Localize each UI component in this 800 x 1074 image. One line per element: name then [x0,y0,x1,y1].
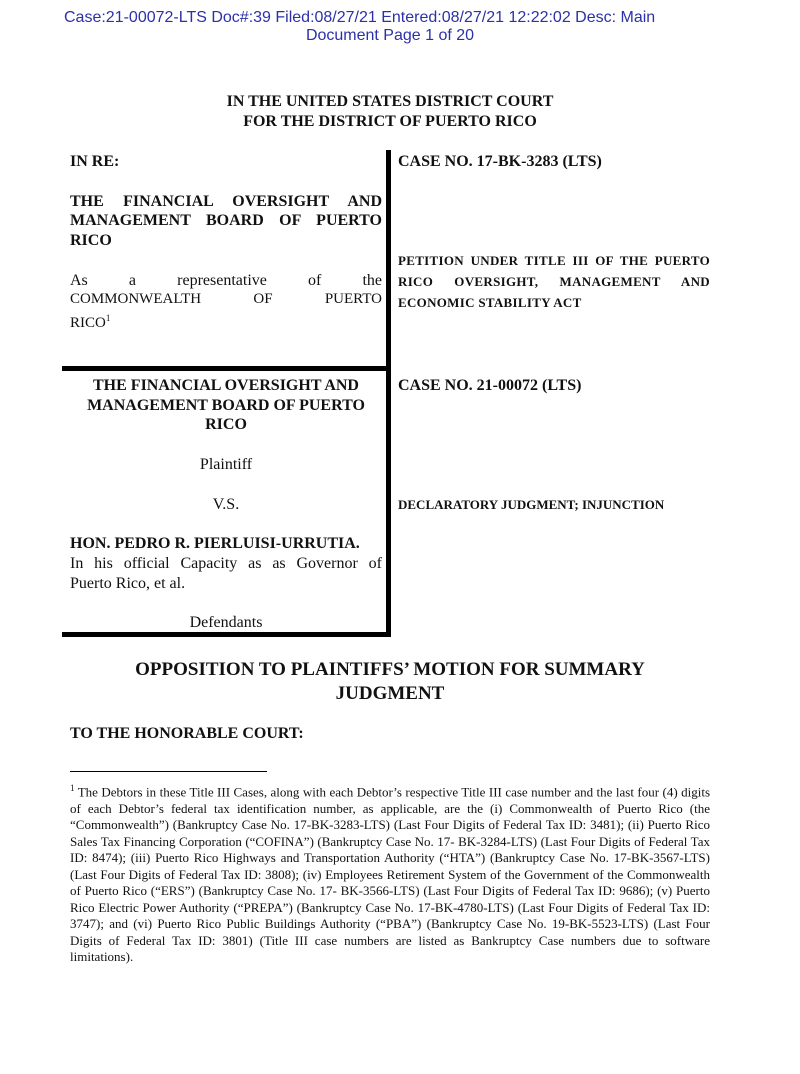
versus-label: V.S. [212,496,240,513]
caption-horizontal-divider [62,366,391,371]
caption1-party-line2: MANAGEMENT BOARD OF PUERTO [70,212,382,229]
court-heading-line1: IN THE UNITED STATES DISTRICT COURT [226,93,554,110]
ecf-header-line1: Case:21-00072-LTS Doc#:39 Filed:08/27/21 Entered:08/27/21 12:22:02 Desc: Main [64,9,656,26]
in-re-label: IN RE: [70,153,120,170]
footnote-separator [70,771,267,772]
caption-bottom-divider [62,632,391,637]
footnote-text: The Debtors in these Title III Cases, along with each Debtor’s respective Title III case number and the last four (4) digits of each Debtor’s federal tax identification number, as applicable, are the (i) Commonwealth of Puerto Rico (the “Commonwealth”) (Bankruptcy Case No. 17-BK-3283-LTS) (Last Four Digits of Federal Tax ID: 3481); (ii) Puerto Rico Sales Tax Financing Corporation (“COFINA”) (Bankruptcy Case No. 17- BK-3284-LTS) (Last Four Digits of Federal Tax ID: 8474); (iii) Puerto Rico Highways and Transportation Authority (“HTA”) (Bankruptcy Case No. 17-BK-3567-LTS) (Last Four Digits of Federal Tax ID: 3808); (iv) Employees Retirement System of the Government of the Commonwealth of Puerto Rico (“ERS”) (Bankruptcy Case No. 17- BK-3566-LTS) (Last Four Digits of Federal Tax ID: 9686); (v) Puerto Rico Electric Power Authority (“PREPA”) (Bankruptcy Case No. 17-BK-4780-LTS) (Last Four Digits of Federal Tax ID: 3747); and (vi) Puerto Rico Public Buildings Authority (“PBA”) (Bankruptcy Case No. 19-BK-5523-LTS) (Last Four Digits of Federal Tax ID: 3801) (Title III case numbers are listed as Bankruptcy Case numbers due to software limitations). [70,784,711,965]
case-number-2: CASE NO. 21-00072 (LTS) [398,377,582,394]
document-title-line2: JUDGMENT [335,683,445,704]
caption-vertical-divider [386,150,391,636]
petition-line3: ECONOMIC STABILITY ACT [398,295,582,307]
nature-of-action: DECLARATORY JUDGMENT; INJUNCTION [398,497,665,512]
ecf-header-line2: Document Page 1 of 20 [305,27,475,44]
footnote-number: 1 [70,783,75,793]
petition-line1: PETITION UNDER TITLE III OF THE PUERTO [398,253,710,268]
plaintiff-line1: THE FINANCIAL OVERSIGHT AND [93,377,359,394]
footnote-ref: 1 [105,313,111,323]
caption1-rep-line3: RICO$^1$ [70,313,111,331]
plaintiff-line2: MANAGEMENT BOARD OF PUERTO [87,397,365,414]
footnote-1 [70,780,710,966]
defendant-line1: In his official Capacity as as Governor of [70,555,382,572]
defendant-name: HON. PEDRO R. PIERLUISI-URRUTIA. [70,535,360,552]
document-title-line1: OPPOSITION TO PLAINTIFFS’ MOTION FOR SUMMARY [135,659,645,680]
defendant-line2: Puerto Rico, et al. [70,575,186,592]
case-number-1: CASE NO. 17-BK-3283 (LTS) [398,153,602,170]
caption1-party-line1: THE FINANCIAL OVERSIGHT AND [70,193,382,210]
defendant-role: Defendants [189,614,263,631]
petition-line2: RICO OVERSIGHT, MANAGEMENT AND [398,274,710,289]
plaintiff-line3: RICO [205,416,247,433]
caption1-rep-line2: COMMONWEALTH OF PUERTO [70,291,382,306]
court-heading-line2: FOR THE DISTRICT OF PUERTO RICO [243,113,537,130]
salutation: TO THE HONORABLE COURT: [70,725,304,742]
plaintiff-role: Plaintiff [199,456,253,473]
caption1-rep-line1: As a representative of the [70,272,382,289]
caption1-party-line3: RICO [70,232,112,249]
